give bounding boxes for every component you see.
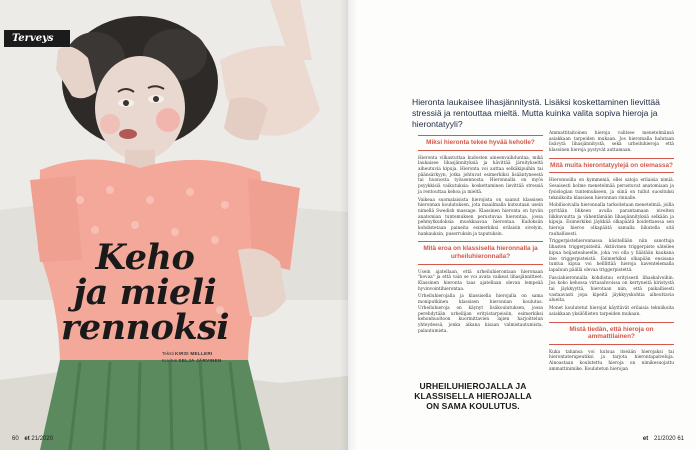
body-paragraph: Urheiluhierojalla ja klassisella hierojalla on sama moniputkinen klassisen hieronnan koulutus. Urheiluhieroja on käynyt lisäkoulutuksen, jossa perehdytään urheilijan erityistarpeisiin, esimerkiksi kehonhuoltoon kuormittavien lajien harjoittelun yhteydessä, jonka aikana kisaan valmistautumista, palautumista. [418, 294, 543, 334]
credit-illustration-label: Kuvitus [162, 358, 178, 363]
body-paragraph: Mobilisoivalla hieronnalla tarkoitetaan menetelmiä, joilla pyritään lihkeen avulla parantamaan nivelten liikkuvuutta ja vähentämään lihasjännityksiä selkään ja kipuja. Esimerkiksi jäykkää olkapäätä hoidettaessa sen hieroja hieroo olkapäätä samalla liikutella sitä rauhallisesti. [549, 203, 674, 237]
article-column-2 [549, 131, 674, 375]
article-column-1 [418, 131, 543, 336]
credit-illustration-name: SELJA JÄRVINEN [178, 358, 222, 363]
issue-number: 21/2020 [31, 436, 54, 442]
body-paragraph: Fasciahieronnalla kohdistuu erityisesti lihaskalvoihin. Jos koko kehossa virtasahvoissa on kertyneitä kiristystä tai jäykkyyttä, hierotaan niin, että paikallisesti vastaavasti jopa kipeitä jäykkyyskohtia aiheuttavia alueita. [549, 275, 674, 304]
headline-line: rennoksi [60, 307, 230, 348]
body-paragraph: Monet koulutetut hierojat käyttävät erilaisia tekniikoita asiakkaan yksilöllisten tarpeiden mukaan. [549, 306, 674, 317]
page-number: 61 [677, 436, 684, 442]
magazine-name: et [642, 436, 649, 442]
section-tag: Terveys [4, 30, 70, 47]
page-folio-right [643, 436, 684, 442]
issue-number: 21/2020 [653, 436, 676, 442]
page-folio-left [12, 436, 53, 442]
byline [162, 350, 292, 364]
body-paragraph: Hieronnoilla on kymmeniä, ellei satoja erilaisia nimiä. Sesaisesti kolme menetelmää perustuvat anatomiaan ja fysiologian tuntemukseen, ja siinä on tullut suosituksi tekniikoita klassisen hieronnan rinnalle. [549, 178, 674, 201]
pull-quote: URHEILUHIEROJALLA JA KLASSISELLA HIEROJALLA ON SAMA KOULUTUS. [414, 381, 532, 411]
body-paragraph: Kuka tahansa voi kutsua itseään hierojaksi tai hierontaterapeutiksi ja tarjota hierontapalveluja. Ainoastaan koulutettu hieroja on nimikesuojattu ammattinimike. Koulutetun hierojan [549, 349, 674, 372]
subheading: Mistä tiedän, että hieroja on ammattilainen? [549, 322, 674, 345]
magazine-name: et [24, 436, 30, 442]
body-paragraph: Vaikeaa suomalaisista hierojista on saanut klassisen hieronnan koulutuksen, jota maailmalla kutsutaan usein nimellä Swedish massage. Klassinen hieronta on hyvän anatomian tuntemuksen perustuvaa hierontaa, jossa pehmytkudoksia muokkaavaa hierontaa. Kudoksiin kohdistetaan paineita esimerkiksi erilaisin sivelyin, hankauksin, puserruksin ja taputuksin. [418, 197, 543, 237]
body-paragraph: Hieronta vilkastuttaa kudosten aineenvaihduntaa, mikä laukaisee lihasjännityksiä ja hävittää järeitykseltä aiheutuvia kipuja. Hieronta voi auttaa selkäkipuihin tai päänsärkyyn, jotka johtuvat esimerkiksi lisääntyneestä tai huonosta työasennosta. Hieronnalla on myös psyykkisiä vaikutuksia: koskettaminen lievittää stressiä ja rentouttaa kehoa ja mieltä. [418, 155, 543, 195]
headline-line: Keho [95, 237, 195, 278]
lead-paragraph: Hieronta laukaisee lihasjännitystä. Lisäksi koskettaminen lievittää stressiä ja rentouttaa mieltä. Mutta kuinka valita sopiva hieroja ja hierontatyyli? [412, 97, 660, 129]
gutter [340, 0, 358, 450]
subheading: Mitä muita hierontatyylejä on olemassa? [549, 158, 674, 174]
credit-text-name: KIRSI MELLERI [175, 351, 213, 356]
subheading: Mitä eroa on klassisella hieronnalla ja urheiluhieronnalla? [418, 241, 543, 264]
credit-text-label: Teksti [162, 351, 174, 356]
headline [0, 237, 290, 348]
headline-line: ja mieli [73, 272, 217, 313]
body-paragraph: Triggerpistehieronnassa käsitellään niin sanottuja lihasten triggerpisteitä. Aktiivinen triggerpiste säteilee kipua heijastealueelle, joka voi olla y lläätään kaukana itse triggerpisteistä. Esimerkiksi olkapään ensisana tuntua kipua voi helllittää hieroja kaventelemalla lapaluun päällä olevaa triggerpistettä. [549, 239, 674, 273]
body-paragraph: Ammattitaitoinen hieroja valitsee menetelmänsä asiakkaan tarpeiden mukaan. Jos hieromalla halutaan lisävytä lihasjännitystä, sekä urheiluhieroja että klassinen hieroja pystyvät auttamaan. [549, 131, 674, 154]
right-page [358, 0, 696, 450]
body-paragraph: Usein ajatellaan, että urheiluhierontaan hieronaan "kovaa" ja että vain se voi avata vaikeat lihasjännitteet. Klassinen hieronta taas ajatellaan olevan lempeää hyvinvointihierontaa. [418, 269, 543, 292]
page-number: 60 [12, 436, 19, 442]
subheading: Miksi hieronta tekee hyvää keholle? [418, 135, 543, 151]
